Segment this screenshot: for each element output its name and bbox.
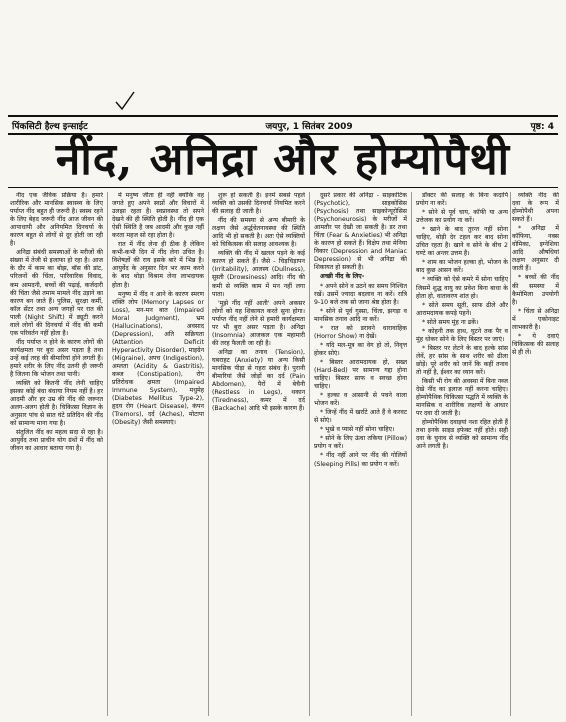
- paragraph: व्यक्ति को कितनी नींद लेनी चाहिए इसका कोई बंधा बंधाया नियम नहीं है। हर आदमी और हर उम्र की नींद की जरूरत अलग-अलग होती है। चिकित्सा विज्ञान के अनुसार पांच से सात घंटे प्रतिदिन की नींद को सामान्य माना गया है।: [10, 380, 103, 428]
- article-column-1: [10, 192, 103, 716]
- paragraph: मनुष्य में नींद न आने के कारण स्मरण शक्ति लोप (Memory Lapses or Loss), मन-मन बात (Impaired Moral Judgment), भ्रम (Hallucinations), अवसाद (Depression), अति सक्रियता (Attention Deficit Hyperactivity Disorder), माइग्रेन (Migraine), अपच (Indigestion), अम्लता (Acidity & Gastritis), कब्ज (Constipation), रोग प्रतिरोधक क्षमता (Impaired Immune System), मधुमेह (Diabetes Mellitus Type-2), हृदय रोग (Heart Disease), कंपन (Tremors), दर्द (Aches), मोटापा (Obesity) जैसी समस्याएं।: [112, 290, 204, 427]
- tip: * खाने के बाद तुरन्त नहीं सोना चाहिए, थोड़ी देर टहल कर बाद सोना उचित रहता है। खाने व सोने के बीच 2 घण्टे का अन्तर उत्तम है।: [416, 226, 508, 258]
- column-divider: [107, 192, 108, 716]
- headline-rule: [8, 187, 558, 188]
- tip: * व्यक्ति को ऐसे कमरे में सोना चाहिए जिसमें शुद्ध वायु का प्रवेश बिना बाधा के होता हो, वातावरण शांत हो।: [416, 276, 508, 300]
- column-divider: [510, 192, 511, 716]
- tip: * सोने से पूर्व गुस्सा, चिंता, झगड़ा व मानसिक तनाव आदि ना करें।: [314, 307, 407, 323]
- tip: * यदि मल-मूत्र का वेग हो तो, निवृत्त होकर सोएं।: [314, 341, 407, 357]
- tip: * हल्का व आसानी से पचने वाला भोजन करें।: [314, 392, 407, 408]
- paragraph: व्यक्ति की नींद में खलल पड़ने के कई कारण हो सकते हैं। जैसे - चिड़चिड़ापन (Irritability), आलस्य (Dullness), सुस्ती (Drowsiness) आदि। नींद की कमी से व्यक्ति काम में मन नहीं लगा पाता।: [212, 250, 305, 298]
- subheading: अच्छी नींद के लिए-: [320, 273, 365, 281]
- publication-name: पिंकसिटी हैल्थ इन्साईट: [12, 121, 88, 132]
- paragraph: रात में नींद लेना ही ठीक है लेकिन कभी-कभी दिन में नींद लेना उचित है। विशेषज्ञों की राय इसके बारे में भिन्न है। आयुर्वेद के अनुसार दिन भर काम करने के बाद थोड़ा विश्राम लेना लाभदायक होता है।: [112, 241, 204, 289]
- tip: * अपने सोने व उठने का समय निश्चित रखें। उसमें ज्यादा बदलाव ना करें। रात्रि 9-10 बजे तक सो जाना श्रेष्ठ होता है।: [314, 282, 407, 306]
- tip: * बिस्तर पर लेटने के बाद हल्के सांस लेवें, हर सांस के साथ शरीर को ढीला छोड़ें। पूरे शरीर को जानें कि कहीं तनाव तो नहीं है, ईश्वर का ध्यान करें।: [416, 344, 508, 376]
- paragraph: अनिद्रा संबंधी समस्याओं के मरीजों की संख्या में तेजी से इजाफा हो रहा है। आज के दौर में काम का बोझ, बॉस की डांट, परिजनों की चिंता, पारिवारिक विवाद, कम आमदनी, बच्चों की पढ़ाई, कर्जदारी की चिंता जैसे तमाम मामले नींद उड़ाने का कारण बन जाते हैं। पुलिस, सुरक्षा कर्मी, कॉल सेंटर तथा अन्य जगहों पर रात की पाली (Night Shift) में ड्यूटी करने वाले लोगों की दिनचर्या में नींद की कमी एक परिवर्तन नहीं होता है।: [10, 249, 103, 337]
- tip: * अनिद्रा में कॉफिया, नक्स वोमिका, इग्नेशिया आदि औषधियां लक्षण अनुसार दी जाती हैं।: [512, 225, 559, 273]
- paragraph: व्यक्ति नींद की दवा के रूप में होम्योपैथी अपना सकते हैं।: [512, 192, 559, 224]
- paragraph: नींद पर्याप्त न होने के कारण लोगों की कार्यक्षमता पर बुरा असर पड़ता है तथा उन्हें कई तरह की बीमारियां होने लगती हैं। हमारे शरीर के लिए नींद उतनी ही जरूरी है जितना कि भोजन तथा पानी।: [10, 338, 103, 379]
- paragraph: किसी भी रोग की अवस्था में बिना नब्ज देखे नींद का इलाज नहीं करना चाहिए। होम्योपैथिक चिकित्सा पद्धति में व्यक्ति के मानसिक व शारीरिक लक्षणों के आधार पर दवा दी जाती है।: [416, 378, 508, 418]
- column-divider: [309, 192, 310, 716]
- tip: * चिंता से अनिद्रा में एकोनाइट लाभकारी है।: [512, 307, 559, 331]
- tip: * सोने से पूर्व चाय, कॉफी या अन्य उत्तेजक का प्रयोग ना करें।: [416, 209, 508, 225]
- article-column-4: [314, 192, 407, 716]
- paragraph: शुरू हो सकती है। इनमें सबसे पहले व्यक्ति को उसकी दिनचर्या नियमित करने की सलाह दी जाती है।: [212, 192, 305, 216]
- paragraph: संतुलित नींद का महत्व सदा से रहा है। आयुर्वेद तथा प्राचीन योग ग्रंथों में नींद को जीवन का आधार बताया गया है।: [10, 429, 103, 453]
- paragraph: अनिद्रा का तनाव (Tension), घबराहट (Anxiety) या अन्य किसी मानसिक पीड़ा से गहरा संबंध है। पुरानी बीमारियां जैसे जोड़ों का दर्द (Pain Abdomen), पैरों में बेचैनी (Restless in Legs), थकान (Tiredness), कमर में दर्द (Backache) आदि भी इसके कारण हैं।: [212, 348, 305, 413]
- paragraph: नींद एक जैविक प्रक्रिया है। हमारे शारीरिक और मानसिक स्वास्थ्य के लिए पर्याप्त नींद बहुत ही जरूरी है। स्वस्थ रहने के लिए बेहद जरूरी नींद आज जीवन की आपाधापी और अनियमित दिनचर्या के कारण बहुत से लोगों से दूर होती जा रही है।: [10, 192, 103, 248]
- paragraph: में मनुष्य जीता ही नहीं क्योंकि वह जगते हुए अपने स्वप्नों और विचारों में उलझा रहता है। स्वप्नावस्था तो सपने देखने की ही स्थिति होती है। नींद ही एक ऐसी स्थिति है जब आदमी और कुछ नहीं करता महज सो रहा होता है।: [112, 192, 204, 240]
- tip: * सोने के लिए ऊंचा तकिया (Pillow) प्रयोग न करें।: [314, 435, 407, 451]
- tip: * नींद नहीं आने पर नींद की गोलियों (Sleeping Pills) का प्रयोग न करें।: [314, 452, 407, 468]
- checkmark-icon: [114, 90, 136, 112]
- tip: * बिस्तर आरामदायक हो, सख्त (Hard-Bed) पर सामान्य गद्दा होना चाहिए। बिस्तर साफ व स्वच्छ होना चाहिए।: [314, 358, 407, 391]
- headline: नींद, अनिद्रा और होम्योपैथी: [55, 135, 511, 185]
- article-column-3: [212, 192, 305, 716]
- page-number: पृष्ठ: 4: [530, 121, 554, 132]
- column-divider: [208, 192, 209, 716]
- tip: * ये दवाएं चिकित्सक की सलाह से ही लें।: [512, 332, 559, 356]
- masthead: [8, 115, 558, 135]
- paragraph: होम्योपैथिक दवाइयां नशा रहित होती हैं तथा इनके साइड इफेक्ट नहीं होते। सही दवा के चुनाव से व्यक्ति को सामान्य नींद आने लगती है।: [416, 419, 508, 451]
- tip: * सोते समय मुंह ना ढकें।: [422, 318, 479, 326]
- paragraph: 'मुझे नींद नहीं आती' अपने अकसर लोगों को यह शिकायत करते सुना होगा। पर्याप्त नींद नहीं लेने से हमारी कार्यक्षमता पर भी बुरा असर पड़ता है। अनिद्रा (Insomnia) आजकल एक महामारी की तरह फैलती जा रही है।: [212, 299, 305, 347]
- article-column-6: [512, 192, 559, 716]
- tip: * सोते समय सूती, साफ ढीले और आरामदायक कपड़े पहनें।: [416, 301, 508, 317]
- tip: * बच्चों की नींद की समस्या में कैमोमिला उपयोगी है।: [512, 274, 559, 306]
- article-column-5: [416, 192, 508, 716]
- tip: * जिन्हें नींद में खर्राटे आते हैं वे करवट से सोएं।: [314, 409, 407, 425]
- tip: * शाम का भोजन हल्का हो, भोजन के बाद कुछ आसन करें।: [416, 259, 508, 275]
- tip: डॉक्टर की सलाह के बिना कदापि प्रयोग ना करें।: [416, 192, 508, 208]
- tip: * रात को डरावने धारावाहिक (Horror Show) ना देखें।: [314, 324, 407, 340]
- column-divider: [411, 192, 412, 716]
- paragraph: दूसरे प्रकार की अनिद्रा - साइकोटिक (Psychotic), साइकोसिस (Psychosis) तथा साइकोन्यूरोसिस (Psychoneurosis) के मरीजों में आमतौर पर देखी जा सकती है। डर तथा चिंता (Fear & Anxieties) भी अनिद्रा के कारण हो सकते हैं। विक्षेप तथा मेनिया विकार (Depression and Maniac Depression) से भी अनिद्रा की शिकायत हो सकती है।: [314, 192, 407, 272]
- tip: * भूखे व प्यासे नहीं सोना चाहिए।: [320, 426, 395, 434]
- issue-date: जयपुर, 1 सितंबर 2009: [265, 121, 353, 132]
- tip: * कोहनी तक हाथ, घुटने तक पैर व मुंह धोकर सोने के लिए बिस्तर पर जाएं।: [416, 327, 508, 343]
- article-column-2: [112, 192, 204, 716]
- paragraph: नींद की समस्या से अन्य बीमारी के लक्षण जैसे अर्द्धचेतनावस्था की स्थिति आदि भी हो सकती है। अतः ऐसे व्यक्तियों को चिकित्सक की सलाह आवश्यक है।: [212, 217, 305, 249]
